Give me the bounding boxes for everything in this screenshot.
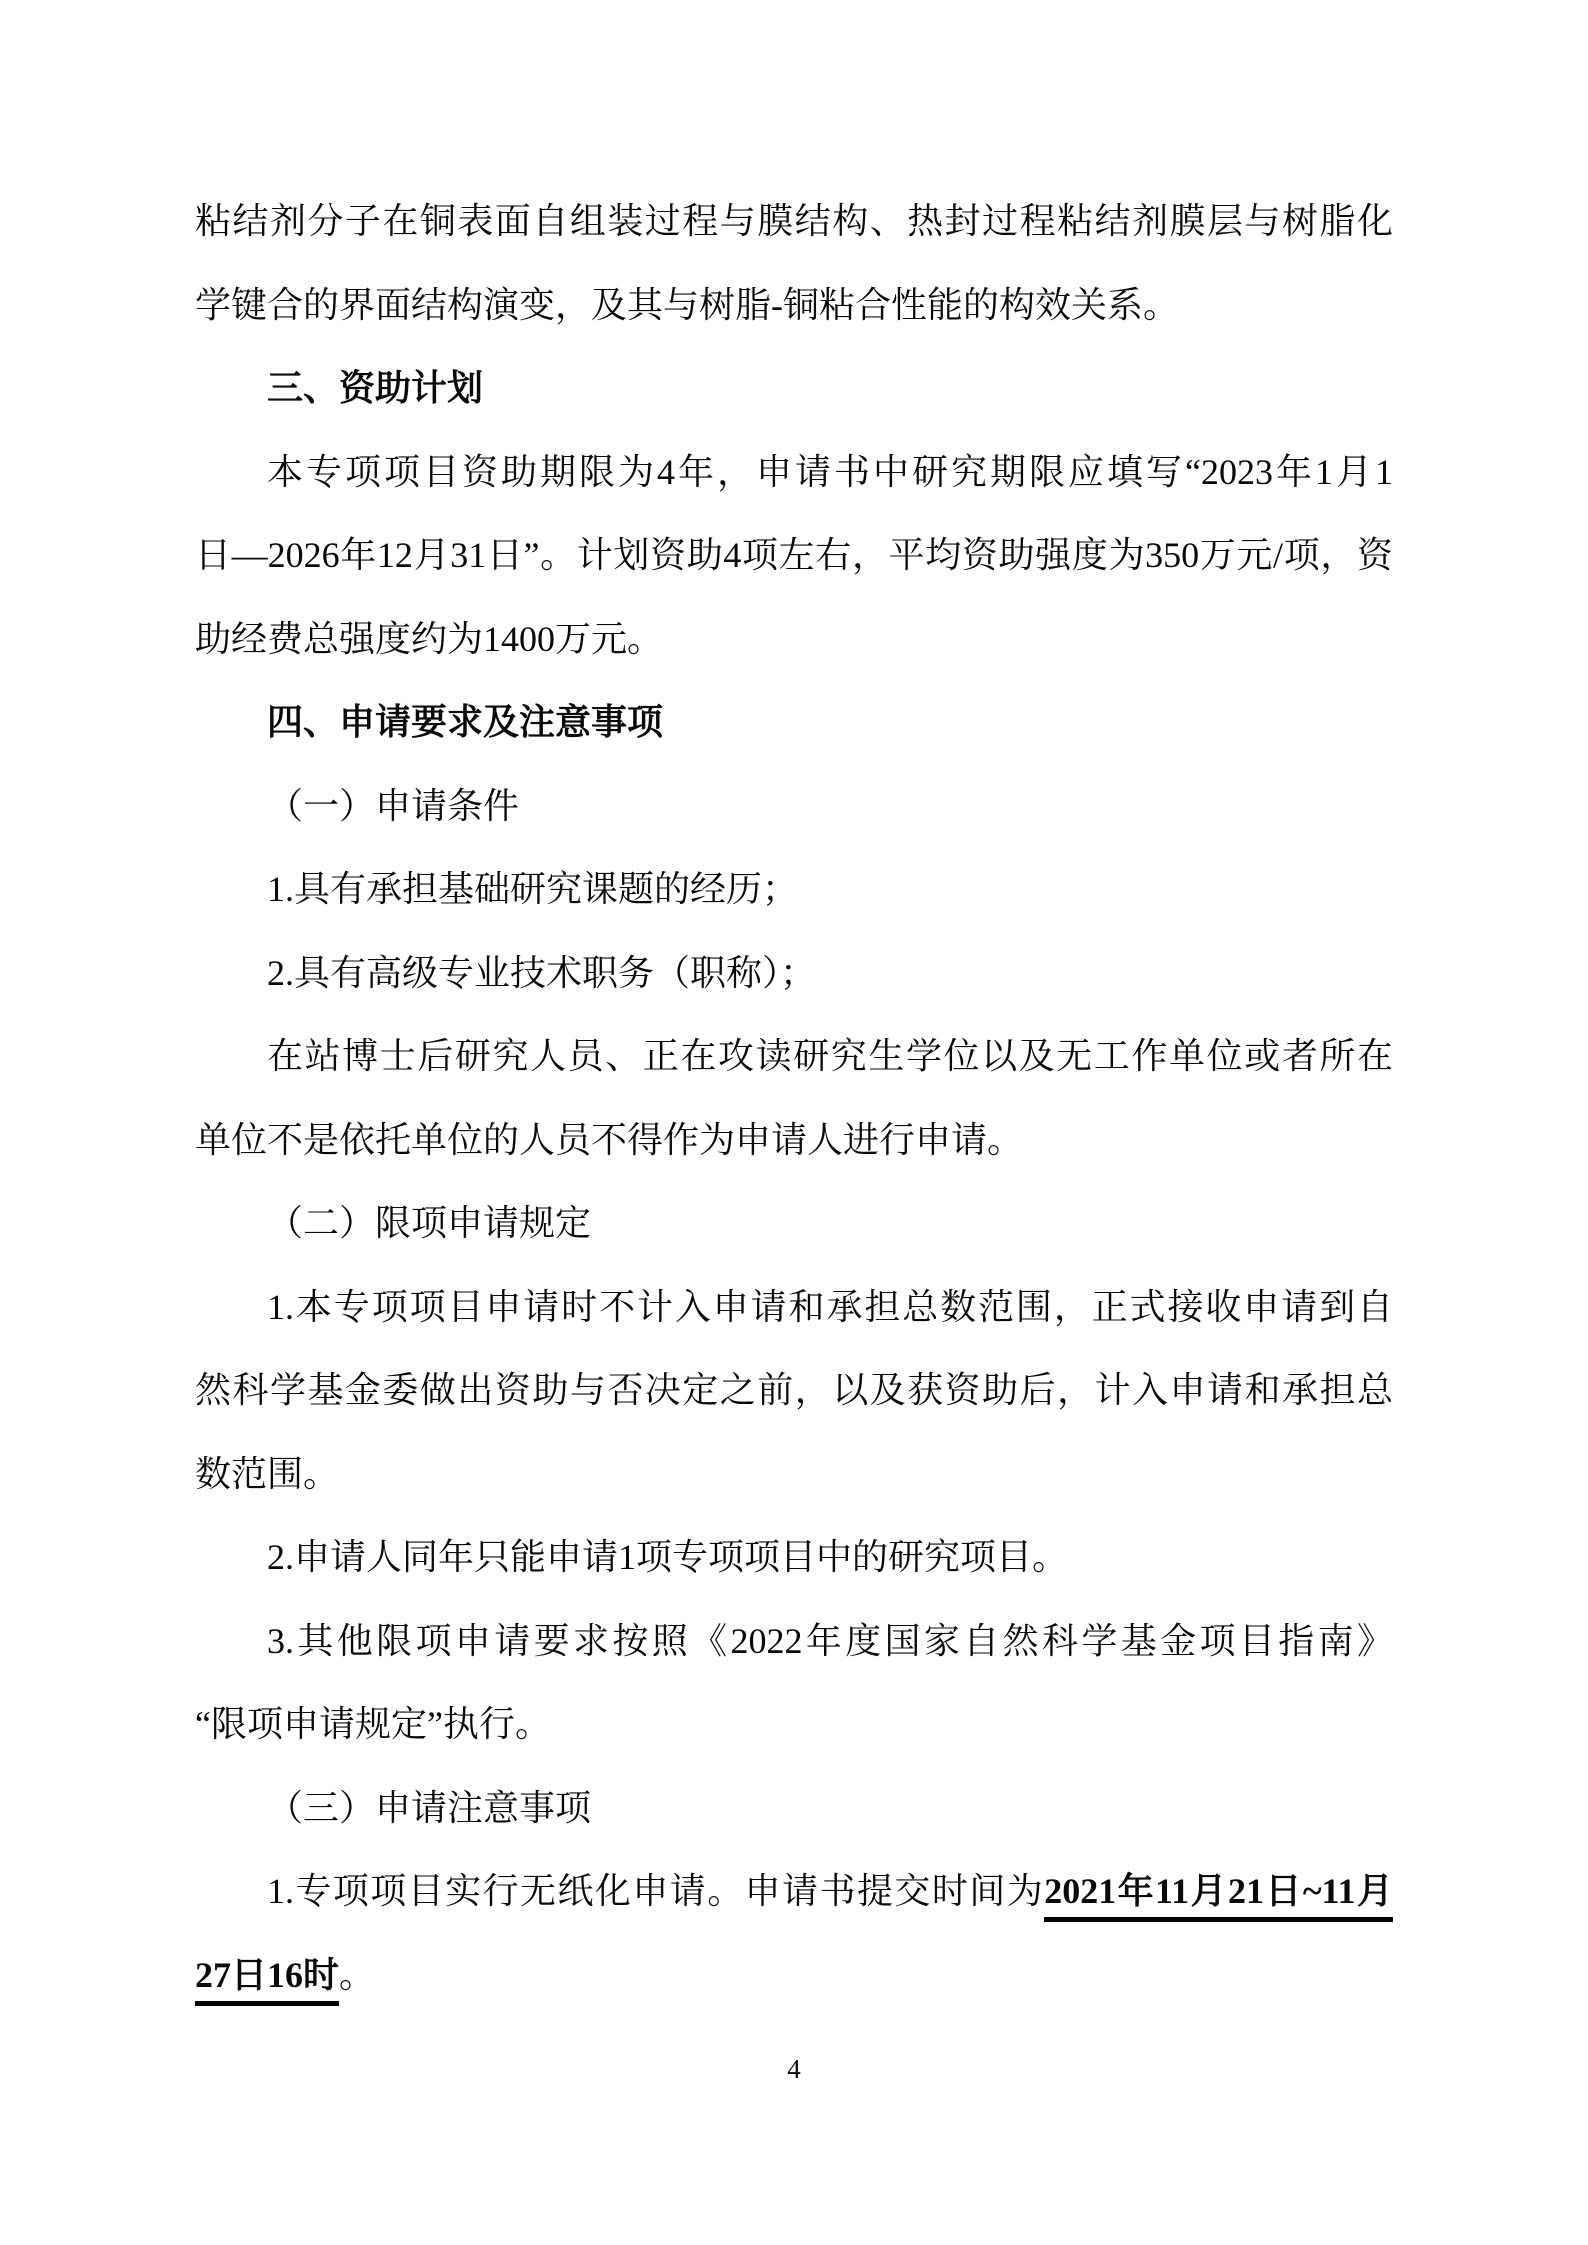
paragraph-continuation-line-2: 学键合的界面结构演变，及其与树脂-铜粘合性能的构效关系。 bbox=[195, 284, 1179, 325]
document-body bbox=[195, 180, 1393, 2017]
limit-rule-2: 2.申请人同年只能申请1项专项项目中的研究项目。 bbox=[267, 1537, 1069, 1577]
condition-note-line-2: 单位不是依托单位的人员不得作为申请人进行申请。 bbox=[195, 1119, 1024, 1160]
page-number: 4 bbox=[787, 2054, 801, 2084]
note-paperless-text: 1.专项项目实行无纸化申请。申请书提交时间为 bbox=[267, 1871, 1045, 1911]
paragraph-continuation-line-1: 粘结剂分子在铜表面自组装过程与膜结构、热封过程粘结剂膜层与树脂化 bbox=[195, 201, 1393, 241]
limit-rule-1-line-3: 数范围。 bbox=[195, 1453, 340, 1494]
funding-plan-line-2: 日—2026年12月31日”。计划资助4项左右，平均资助强度为350万元/项，资 bbox=[195, 535, 1393, 575]
note-paperless-line-1 bbox=[195, 1850, 1393, 1934]
limit-rule-1-line-1: 1.本专项项目申请时不计入申请和承担总数范围，正式接收申请到自 bbox=[267, 1286, 1393, 1327]
funding-plan-line-3: 助经费总强度约为1400万元。 bbox=[195, 618, 664, 659]
subheading-application-notes: （三）申请注意事项 bbox=[267, 1787, 592, 1828]
funding-plan-line-1: 本专项项目资助期限为4年，申请书中研究期限应填写“2023年1月1 bbox=[267, 451, 1393, 492]
limit-rule-1-line-2: 然科学基金委做出资助与否决定之前，以及获资助后，计入申请和承担总 bbox=[195, 1370, 1393, 1410]
submission-deadline-end: 27日16时 bbox=[195, 1955, 339, 2006]
note-paperless-line-2 bbox=[195, 1934, 1393, 2018]
heading-application-requirements: 四、申请要求及注意事项 bbox=[267, 702, 664, 742]
condition-item-1: 1.具有承担基础研究课题的经历； bbox=[267, 869, 799, 909]
condition-note-line-1: 在站博士后研究人员、正在攻读研究生学位以及无工作单位或者所在 bbox=[267, 1036, 1393, 1076]
sentence-period: 。 bbox=[339, 1954, 376, 1995]
limit-rule-3-line-2: “限项申请规定”执行。 bbox=[195, 1704, 551, 1744]
limit-rule-3-line-1: 3.其他限项申请要求按照《2022年度国家自然科学基金项目指南》 bbox=[267, 1620, 1393, 1661]
subheading-limit-rules: （二）限项申请规定 bbox=[267, 1203, 592, 1243]
condition-item-2: 2.具有高级专业技术职务（职称）； bbox=[267, 952, 817, 993]
heading-funding-plan: 三、资助计划 bbox=[267, 368, 484, 408]
submission-deadline-start: 2021年11月21日~11月 bbox=[1044, 1871, 1393, 1922]
subheading-application-conditions: （一）申请条件 bbox=[267, 785, 520, 826]
